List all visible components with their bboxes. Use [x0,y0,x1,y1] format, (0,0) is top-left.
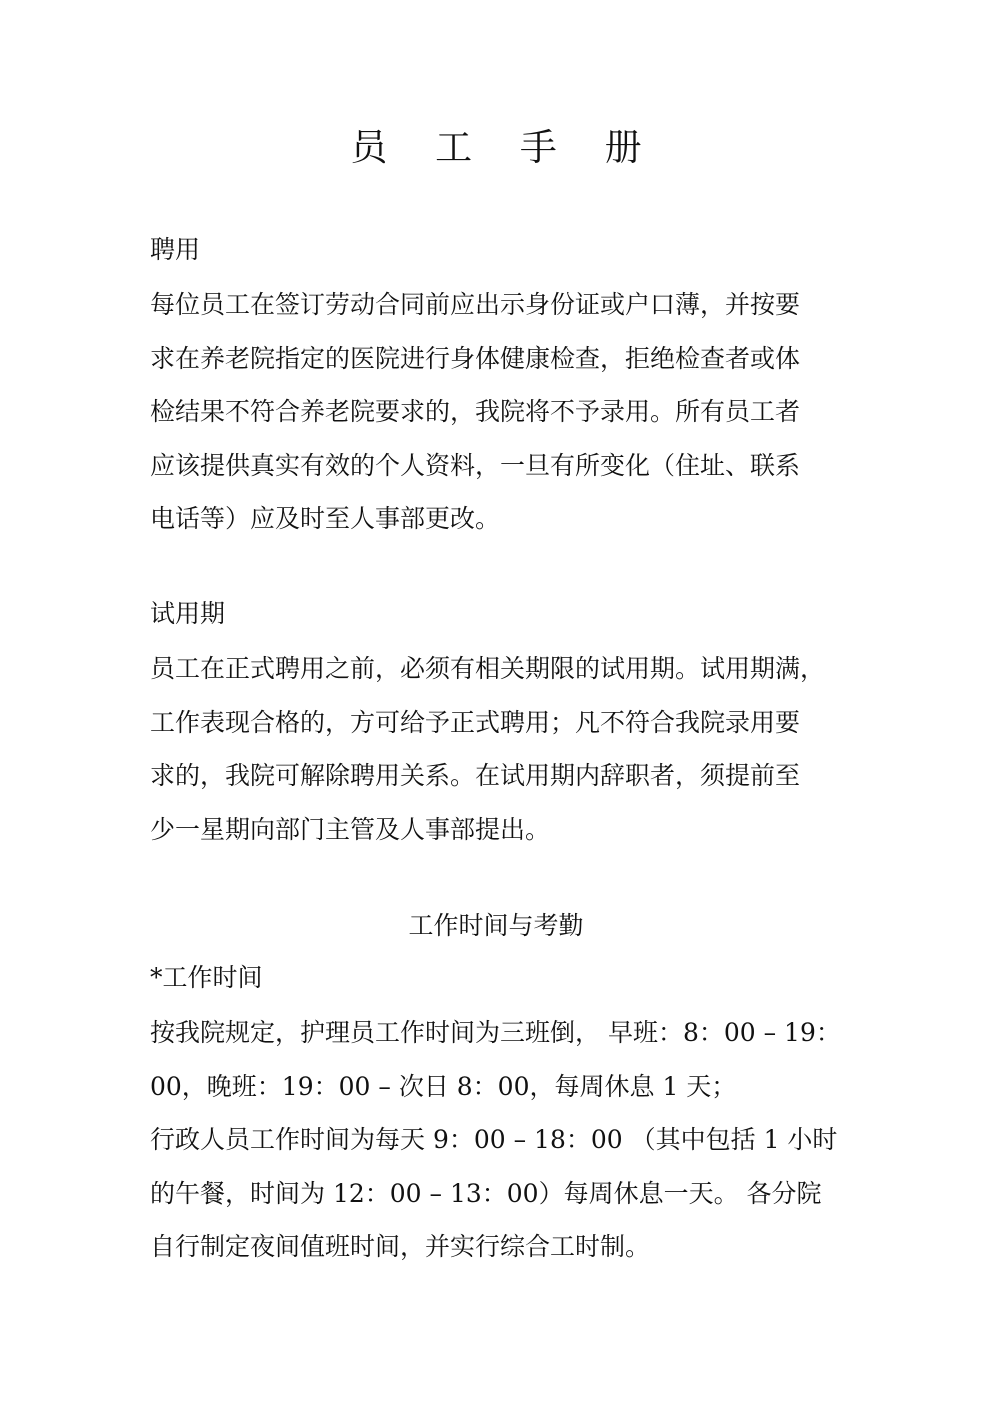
paragraph-line: 按我院规定，护理员工作时间为三班倒， 早班：8：00 – 19： [150,1018,841,1047]
paragraph-line: 检结果不符合养老院要求的，我院将不予录用。所有员工者 [150,397,801,426]
paragraph-hiring [150,278,850,546]
paragraph-line: 00，晚班：19：00 – 次日 8：00，每周休息 1 天； [150,1071,737,1101]
paragraph-probation [150,642,850,856]
paragraph-line: 电话等）应及时至人事部更改。 [150,504,501,533]
paragraph-line: 少一星期向部门主管及人事部提出。 [150,814,551,844]
paragraph-line: 自行制定夜间值班时间，并实行综合工时制。 [150,1232,651,1261]
section-heading-work-time-attendance: 工作时间与考勤 [408,911,584,940]
paragraph-line: 工作表现合格的，方可给予正式聘用；凡不符合我院录用要 [150,707,801,737]
paragraph-line: 每位员工在签订劳动合同前应出示身份证或户口薄，并按要 [150,290,801,319]
sub-heading-work-time: *工作时间 [150,963,263,992]
document-title: 员 工 手 册 [350,126,660,169]
paragraph-line: 求的，我院可解除聘用关系。在试用期内辞职者，须提前至 [150,761,801,790]
paragraph-work-time [150,1006,850,1274]
paragraph-line: 应该提供真实有效的个人资料，一旦有所变化（住址、联系 [150,450,801,480]
paragraph-line: 的午餐，时间为 12：00 – 13：00）每周休息一天。 各分院 [150,1178,822,1208]
paragraph-line: 行政人员工作时间为每天 9：00 – 18：00 （其中包括 1 小时 [150,1125,838,1154]
paragraph-line: 求在养老院指定的医院进行身体健康检查，拒绝检查者或体 [150,343,801,373]
section-heading-probation: 试用期 [150,599,226,628]
section-heading-hiring: 聘用 [150,235,201,264]
paragraph-line: 员工在正式聘用之前，必须有相关期限的试用期。试用期满， [150,654,826,683]
